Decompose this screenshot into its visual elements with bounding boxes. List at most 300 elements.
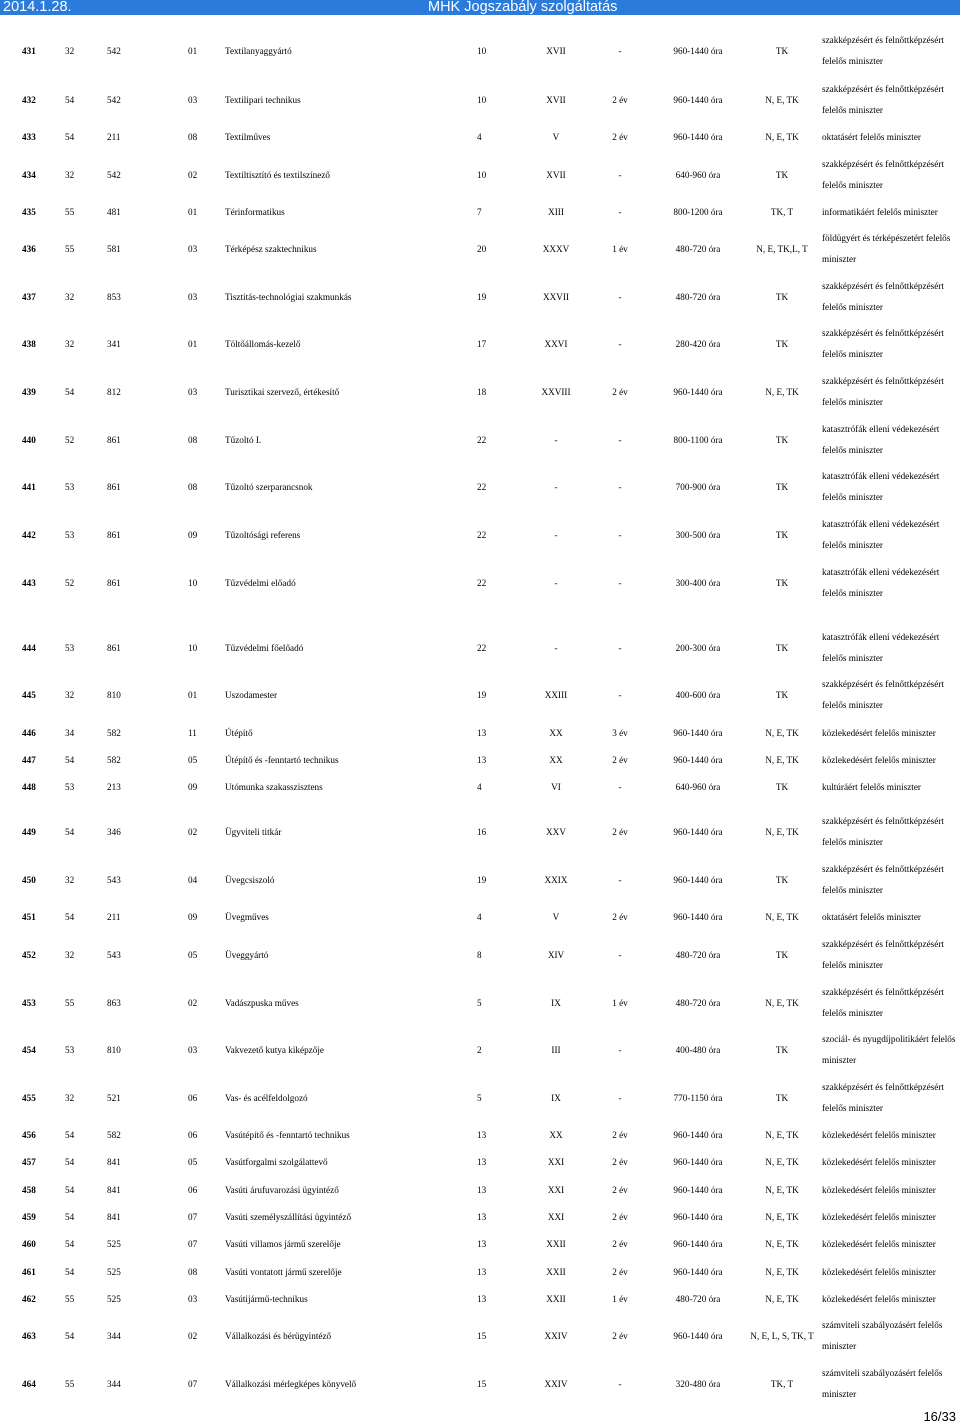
exam-type: TK	[775, 949, 789, 960]
exam-type: N, E, TK	[765, 386, 799, 397]
qualification-name: Vakvezető kutya kiképzője	[225, 1044, 324, 1055]
table-row	[0, 863, 960, 895]
level: 18	[477, 386, 487, 397]
code-part-1: 32	[65, 45, 75, 56]
training-duration: -	[618, 1092, 622, 1103]
qualification-name: Tűzvédelmi főelőadó	[225, 642, 304, 653]
responsible-ministry: szakképzésért és felnőttképzésért felelős miniszter	[822, 938, 944, 970]
code-part-2: 341	[107, 338, 121, 349]
exam-type: N, E, TK	[765, 1184, 799, 1195]
table-row	[0, 566, 960, 598]
code-part-1: 55	[65, 206, 75, 217]
training-hours: 960-1440 óra	[673, 386, 723, 397]
training-duration: 1 év	[612, 243, 628, 254]
code-part-1: 54	[65, 826, 75, 837]
exam-type: N, E, TK	[765, 754, 799, 765]
training-duration: -	[618, 1044, 622, 1055]
exam-type: TK	[775, 689, 789, 700]
code-part-2: 542	[107, 45, 121, 56]
qualification-name: Tűzvédelmi előadó	[225, 577, 296, 588]
level: 19	[477, 689, 487, 700]
responsible-ministry: informatikáért felelős miniszter	[822, 206, 938, 217]
roman-category: V	[552, 911, 560, 922]
code-part-3: 06	[188, 1092, 198, 1103]
responsible-ministry: közlekedésért felelős miniszter	[822, 1129, 936, 1140]
exam-type: TK	[775, 169, 789, 180]
code-part-3: 02	[188, 997, 198, 1008]
code-part-3: 09	[188, 529, 198, 540]
qualification-name: Vasúti vontatott jármű szerelője	[225, 1266, 342, 1277]
training-hours: 480-720 óra	[675, 243, 721, 254]
exam-type: TK	[775, 781, 789, 792]
training-duration: 2 év	[612, 386, 628, 397]
responsible-ministry: katasztrófák elleni védekezésért felelős miniszter	[822, 470, 940, 502]
training-hours: 480-720 óra	[675, 291, 721, 302]
exam-type: TK	[775, 1092, 789, 1103]
row-number: 436	[22, 243, 36, 254]
training-hours: 960-1440 óra	[673, 1330, 723, 1341]
roman-category: XXI	[547, 1156, 565, 1167]
row-number: 434	[22, 169, 36, 180]
row-number: 462	[22, 1293, 36, 1304]
roman-category: IX	[551, 1092, 561, 1103]
roman-category: XX	[549, 754, 563, 765]
row-number: 454	[22, 1044, 36, 1055]
row-number: 451	[22, 911, 36, 922]
roman-category: IX	[551, 997, 561, 1008]
training-duration: -	[618, 642, 622, 653]
training-duration: 1 év	[612, 997, 628, 1008]
training-hours: 320-480 óra	[675, 1378, 721, 1389]
code-part-3: 09	[188, 911, 198, 922]
code-part-3: 02	[188, 169, 198, 180]
roman-category: -	[554, 481, 558, 492]
code-part-2: 853	[107, 291, 121, 302]
level: 13	[477, 1156, 487, 1167]
row-number: 461	[22, 1266, 36, 1277]
code-part-3: 11	[188, 727, 197, 738]
row-number: 437	[22, 291, 36, 302]
code-part-3: 01	[188, 689, 198, 700]
level: 10	[477, 169, 487, 180]
code-part-1: 54	[65, 131, 75, 142]
code-part-2: 525	[107, 1266, 121, 1277]
table-row	[0, 907, 960, 928]
code-part-1: 32	[65, 169, 75, 180]
code-part-2: 810	[107, 1044, 121, 1055]
code-part-3: 08	[188, 1266, 198, 1277]
code-part-3: 07	[188, 1378, 198, 1389]
row-number: 457	[22, 1156, 36, 1167]
roman-category: XVII	[546, 94, 566, 105]
code-part-1: 32	[65, 338, 75, 349]
code-part-1: 32	[65, 949, 75, 960]
training-duration: -	[618, 169, 622, 180]
training-hours: 960-1440 óra	[673, 1156, 723, 1167]
level: 22	[477, 577, 487, 588]
code-part-1: 54	[65, 1129, 75, 1140]
responsible-ministry: katasztrófák elleni védekezésért felelős miniszter	[822, 423, 940, 455]
code-part-2: 581	[107, 243, 121, 254]
responsible-ministry: oktatásért felelős miniszter	[822, 131, 921, 142]
responsible-ministry: szakképzésért és felnőttképzésért felelős miniszter	[822, 327, 944, 359]
training-duration: 2 év	[612, 1330, 628, 1341]
level: 10	[477, 94, 487, 105]
training-hours: 960-1440 óra	[673, 911, 723, 922]
roman-category: XXXV	[542, 243, 570, 254]
table-row	[0, 750, 960, 771]
training-duration: -	[618, 874, 622, 885]
training-duration: 2 év	[612, 911, 628, 922]
level: 22	[477, 529, 487, 540]
training-hours: 400-600 óra	[675, 689, 721, 700]
training-hours: 480-720 óra	[675, 997, 721, 1008]
roman-category: XXII	[546, 1266, 566, 1277]
table-row	[0, 1289, 960, 1310]
qualification-name: Textilanyaggyártó	[225, 45, 292, 56]
code-part-1: 53	[65, 781, 75, 792]
code-part-3: 02	[188, 826, 198, 837]
training-duration: -	[618, 206, 622, 217]
code-part-2: 525	[107, 1238, 121, 1249]
code-part-1: 54	[65, 754, 75, 765]
code-part-1: 34	[65, 727, 75, 738]
qualification-name: Vasútijármű-technikus	[225, 1293, 308, 1304]
training-hours: 280-420 óra	[675, 338, 721, 349]
row-number: 450	[22, 874, 36, 885]
roman-category: XXIV	[544, 1330, 568, 1341]
responsible-ministry: oktatásért felelős miniszter	[822, 911, 921, 922]
exam-type: N, E, TK	[765, 1238, 799, 1249]
row-number: 464	[22, 1378, 36, 1389]
training-duration: 2 év	[612, 131, 628, 142]
code-part-2: 863	[107, 997, 121, 1008]
code-part-2: 810	[107, 689, 121, 700]
table-row	[0, 423, 960, 455]
code-part-2: 481	[107, 206, 121, 217]
code-part-2: 543	[107, 874, 121, 885]
training-hours: 700-900 óra	[675, 481, 721, 492]
qualification-name: Ügyviteli titkár	[225, 826, 282, 837]
code-part-3: 03	[188, 291, 198, 302]
qualification-name: Vas- és acélfeldolgozó	[225, 1092, 308, 1103]
row-number: 441	[22, 481, 36, 492]
exam-type: TK	[775, 577, 789, 588]
responsible-ministry: közlekedésért felelős miniszter	[822, 1184, 936, 1195]
roman-category: VI	[551, 781, 561, 792]
exam-type: N, E, TK,L, T	[756, 243, 808, 254]
table-row	[0, 375, 960, 407]
qualification-name: Térinformatikus	[225, 206, 285, 217]
row-number: 438	[22, 338, 36, 349]
code-part-2: 344	[107, 1378, 121, 1389]
code-part-3: 07	[188, 1211, 198, 1222]
code-part-1: 32	[65, 1092, 75, 1103]
training-duration: -	[618, 529, 622, 540]
roman-category: -	[554, 529, 558, 540]
training-hours: 400-480 óra	[675, 1044, 721, 1055]
training-hours: 960-1440 óra	[673, 94, 723, 105]
qualification-name: Vasúti személyszállítási ügyintéző	[225, 1211, 352, 1222]
training-duration: 2 év	[612, 1211, 628, 1222]
qualification-name: Textilipari technikus	[225, 94, 301, 105]
responsible-ministry: szakképzésért és felnőttképzésért felelős miniszter	[822, 375, 944, 407]
training-hours: 960-1440 óra	[673, 1129, 723, 1140]
code-part-1: 32	[65, 874, 75, 885]
code-part-1: 53	[65, 481, 75, 492]
roman-category: XXIV	[544, 1378, 568, 1389]
roman-category: XXVII	[542, 291, 570, 302]
code-part-2: 211	[107, 131, 121, 142]
training-hours: 640-960 óra	[675, 169, 721, 180]
code-part-1: 54	[65, 1184, 75, 1195]
training-hours: 640-960 óra	[675, 781, 721, 792]
qualification-name: Vállalkozási és bérügyintéző	[225, 1330, 332, 1341]
training-duration: 2 év	[612, 1184, 628, 1195]
row-number: 444	[22, 642, 36, 653]
responsible-ministry: katasztrófák elleni védekezésért felelős miniszter	[822, 631, 940, 663]
exam-type: TK	[775, 874, 789, 885]
qualification-name: Turisztikai szervező, értékesítő	[225, 386, 340, 397]
level: 13	[477, 1129, 487, 1140]
training-duration: -	[618, 689, 622, 700]
training-hours: 960-1440 óra	[673, 1184, 723, 1195]
training-duration: -	[618, 338, 622, 349]
level: 10	[477, 45, 487, 56]
code-part-3: 03	[188, 243, 198, 254]
table-row	[0, 1081, 960, 1113]
training-hours: 960-1440 óra	[673, 826, 723, 837]
responsible-ministry: szakképzésért és felnőttképzésért felelős miniszter	[822, 158, 944, 190]
row-number: 452	[22, 949, 36, 960]
code-part-1: 54	[65, 1266, 75, 1277]
responsible-ministry: közlekedésért felelős miniszter	[822, 1156, 936, 1167]
training-hours: 960-1440 óra	[673, 1266, 723, 1277]
responsible-ministry: számviteli szabályozásért felelős miniszter	[822, 1319, 943, 1351]
training-hours: 960-1440 óra	[673, 874, 723, 885]
code-part-2: 861	[107, 529, 121, 540]
code-part-3: 08	[188, 131, 198, 142]
exam-type: TK	[775, 338, 789, 349]
training-duration: 1 év	[612, 1293, 628, 1304]
row-number: 442	[22, 529, 36, 540]
row-number: 440	[22, 434, 36, 445]
roman-category: XVII	[546, 169, 566, 180]
training-duration: -	[618, 781, 622, 792]
code-part-1: 54	[65, 1211, 75, 1222]
qualification-name: Vasútépítő és -fenntartó technikus	[225, 1129, 350, 1140]
roman-category: XIII	[548, 206, 564, 217]
table-row	[0, 938, 960, 970]
code-part-1: 54	[65, 911, 75, 922]
page-number: 16/33	[923, 1409, 956, 1424]
exam-type: N, E, TK	[765, 727, 799, 738]
training-duration: 2 év	[612, 826, 628, 837]
responsible-ministry: közlekedésért felelős miniszter	[822, 1238, 936, 1249]
training-hours: 960-1440 óra	[673, 131, 723, 142]
training-duration: -	[618, 1378, 622, 1389]
training-hours: 300-400 óra	[675, 577, 721, 588]
training-hours: 960-1440 óra	[673, 1211, 723, 1222]
code-part-3: 09	[188, 781, 198, 792]
level: 19	[477, 874, 487, 885]
qualification-name: Vasútforgalmi szolgálattevő	[225, 1156, 328, 1167]
table-row	[0, 280, 960, 312]
qualification-name: Útépítő	[225, 727, 253, 738]
code-part-3: 01	[188, 338, 198, 349]
qualification-name: Vasúti villamos jármű szerelője	[225, 1238, 341, 1249]
level: 22	[477, 434, 487, 445]
row-number: 433	[22, 131, 36, 142]
row-number: 447	[22, 754, 36, 765]
row-number: 431	[22, 45, 36, 56]
training-duration: -	[618, 291, 622, 302]
table-row	[0, 1152, 960, 1173]
responsible-ministry: közlekedésért felelős miniszter	[822, 1293, 936, 1304]
training-duration: -	[618, 949, 622, 960]
code-part-2: 542	[107, 169, 121, 180]
training-duration: 2 év	[612, 1156, 628, 1167]
exam-type: N, E, TK	[765, 1129, 799, 1140]
level: 13	[477, 1211, 487, 1222]
qualification-name: Útépítő és -fenntartó technikus	[225, 754, 339, 765]
training-duration: 2 év	[612, 94, 628, 105]
code-part-1: 55	[65, 997, 75, 1008]
level: 4	[477, 911, 482, 922]
qualification-name: Üvegműves	[225, 911, 269, 922]
training-hours: 960-1440 óra	[673, 1238, 723, 1249]
responsible-ministry: szakképzésért és felnőttképzésért felelős miniszter	[822, 986, 944, 1018]
table-row	[0, 202, 960, 223]
roman-category: XXI	[547, 1184, 565, 1195]
qualification-name: Térképész szaktechnikus	[225, 243, 317, 254]
roman-category: V	[552, 131, 560, 142]
code-part-2: 542	[107, 94, 121, 105]
level: 19	[477, 291, 487, 302]
code-part-1: 54	[65, 1330, 75, 1341]
code-part-2: 213	[107, 781, 121, 792]
exam-type: TK	[775, 529, 789, 540]
training-duration: -	[618, 45, 622, 56]
level: 13	[477, 754, 487, 765]
code-part-3: 05	[188, 1156, 198, 1167]
training-duration: 2 év	[612, 1266, 628, 1277]
table-row	[0, 1180, 960, 1201]
training-hours: 480-720 óra	[675, 949, 721, 960]
responsible-ministry: közlekedésért felelős miniszter	[822, 727, 936, 738]
training-hours: 800-1200 óra	[673, 206, 723, 217]
code-part-1: 32	[65, 291, 75, 302]
roman-category: XXVIII	[541, 386, 571, 397]
table-row	[0, 631, 960, 663]
exam-type: N, E, TK	[765, 131, 799, 142]
code-part-1: 55	[65, 243, 75, 254]
level: 8	[477, 949, 482, 960]
qualification-name: Tűzoltó I.	[225, 434, 262, 445]
exam-type: TK, T	[770, 206, 794, 217]
code-part-2: 812	[107, 386, 121, 397]
code-part-1: 52	[65, 434, 75, 445]
table-row	[0, 1367, 960, 1399]
row-number: 435	[22, 206, 36, 217]
exam-type: TK	[775, 481, 789, 492]
code-part-3: 04	[188, 874, 198, 885]
level: 15	[477, 1330, 487, 1341]
code-part-2: 841	[107, 1156, 121, 1167]
code-part-2: 344	[107, 1330, 121, 1341]
code-part-3: 10	[188, 577, 198, 588]
code-part-3: 03	[188, 386, 198, 397]
header-title: MHK Jogszabály szolgáltatás	[428, 0, 618, 15]
responsible-ministry: szakképzésért és felnőttképzésért felelős miniszter	[822, 678, 944, 710]
table-row	[0, 232, 960, 264]
level: 7	[477, 206, 482, 217]
code-part-2: 841	[107, 1184, 121, 1195]
roman-category: XXIX	[544, 874, 568, 885]
level: 13	[477, 727, 487, 738]
table-row	[0, 777, 960, 798]
qualification-name: Töltőállomás-kezelő	[225, 338, 301, 349]
table-row	[0, 678, 960, 710]
code-part-2: 582	[107, 1129, 121, 1140]
training-duration: -	[618, 481, 622, 492]
table-row	[0, 1262, 960, 1283]
exam-type: TK	[775, 642, 789, 653]
training-duration: 2 év	[612, 1238, 628, 1249]
code-part-2: 861	[107, 481, 121, 492]
exam-type: N, E, TK	[765, 94, 799, 105]
roman-category: XX	[549, 1129, 563, 1140]
training-duration: 2 év	[612, 1129, 628, 1140]
qualification-name: Vasúti árufuvarozási ügyintéző	[225, 1184, 339, 1195]
roman-category: XXIII	[544, 689, 568, 700]
level: 22	[477, 481, 487, 492]
table-row	[0, 1319, 960, 1351]
code-part-1: 55	[65, 1378, 75, 1389]
table-row	[0, 127, 960, 148]
responsible-ministry: közlekedésért felelős miniszter	[822, 754, 936, 765]
responsible-ministry: közlekedésért felelős miniszter	[822, 1211, 936, 1222]
training-hours: 300-500 óra	[675, 529, 721, 540]
code-part-1: 32	[65, 689, 75, 700]
qualification-name: Tűzoltósági referens	[225, 529, 301, 540]
level: 4	[477, 781, 482, 792]
code-part-1: 55	[65, 1293, 75, 1304]
exam-type: TK	[775, 291, 789, 302]
responsible-ministry: földügyért és térképészetért felelős miniszter	[822, 232, 951, 264]
training-hours: 960-1440 óra	[673, 45, 723, 56]
table-row	[0, 1125, 960, 1146]
code-part-3: 06	[188, 1129, 198, 1140]
table-row	[0, 723, 960, 744]
responsible-ministry: katasztrófák elleni védekezésért felelős miniszter	[822, 518, 940, 550]
responsible-ministry: katasztrófák elleni védekezésért felelős miniszter	[822, 566, 940, 598]
code-part-1: 53	[65, 529, 75, 540]
row-number: 458	[22, 1184, 36, 1195]
roman-category: XXII	[546, 1293, 566, 1304]
code-part-1: 54	[65, 386, 75, 397]
training-hours: 800-1100 óra	[673, 434, 723, 445]
roman-category: XXVI	[544, 338, 568, 349]
qualification-name: Textiltisztító és textilszínező	[225, 169, 330, 180]
qualification-name: Textilműves	[225, 131, 271, 142]
code-part-2: 582	[107, 727, 121, 738]
row-number: 449	[22, 826, 36, 837]
exam-type: TK	[775, 1044, 789, 1055]
table-row	[0, 327, 960, 359]
row-number: 439	[22, 386, 36, 397]
exam-type: TK	[775, 45, 789, 56]
